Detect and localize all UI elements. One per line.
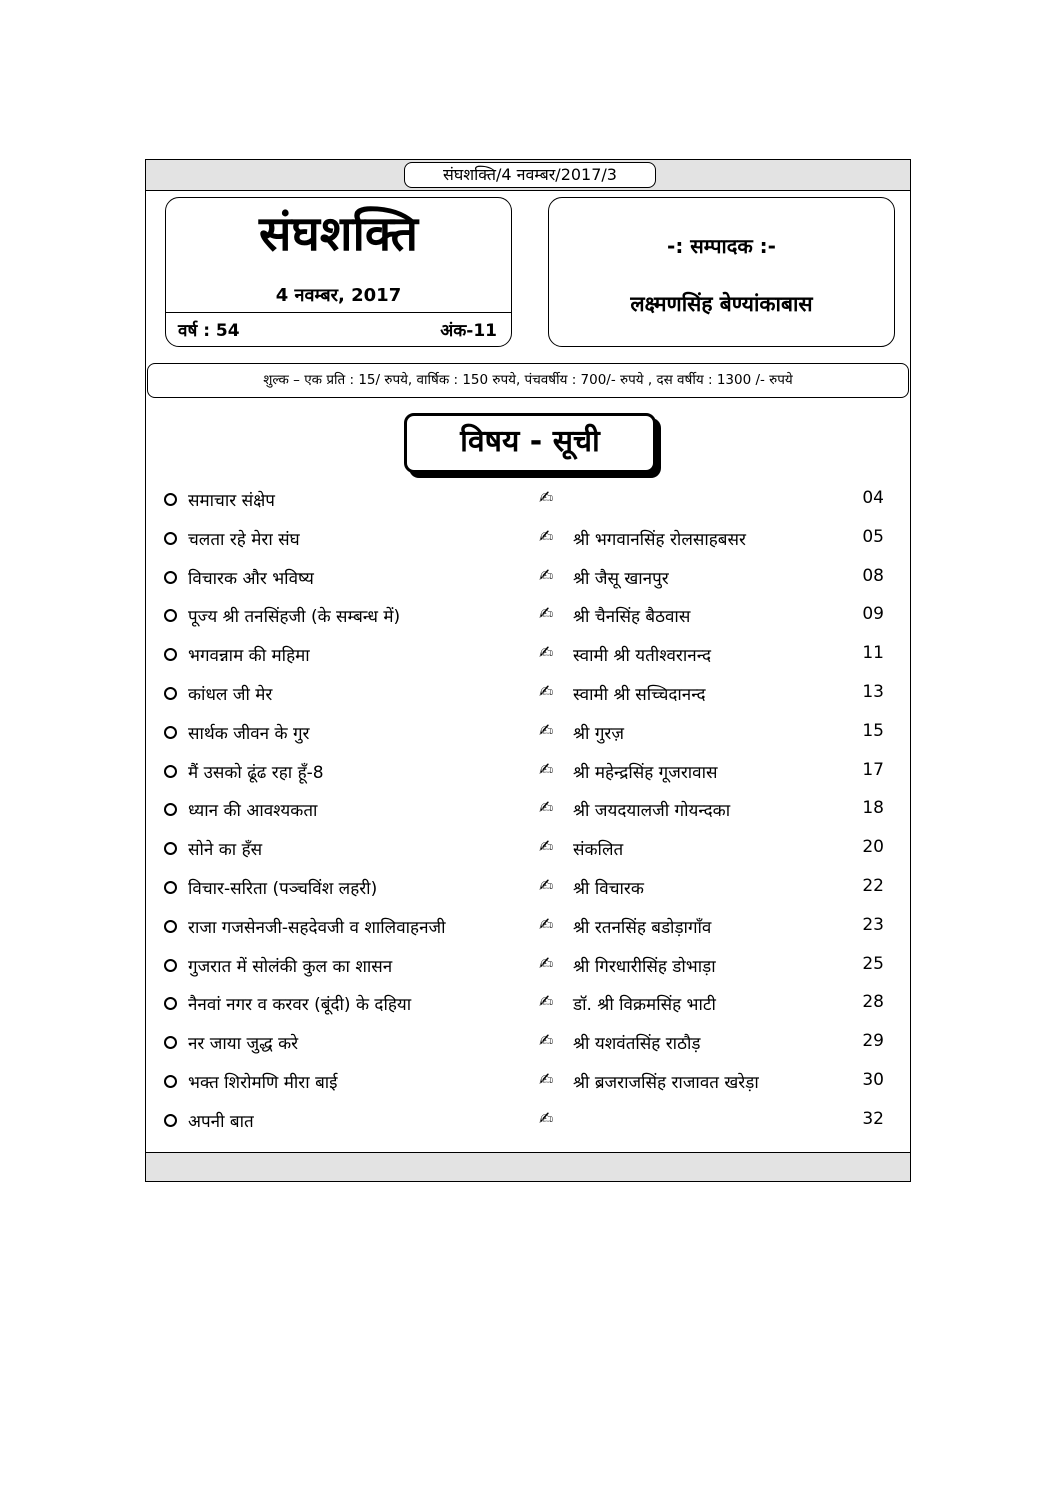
page-frame — [145, 159, 911, 1182]
editor-box — [548, 197, 895, 347]
bullet-circle-icon — [164, 609, 177, 622]
bullet-circle-icon — [164, 997, 177, 1010]
pen-icon: ✍ — [539, 681, 554, 702]
toc-item-title: अपनी बात — [188, 1111, 254, 1132]
pen-icon: ✍ — [539, 1108, 554, 1129]
volume-year: वर्ष : 54 — [178, 321, 240, 341]
bullet-circle-icon — [164, 532, 177, 545]
toc-item — [146, 488, 910, 527]
bullet-circle-icon — [164, 493, 177, 506]
toc-item-page: 11 — [862, 643, 884, 664]
toc-item-author: श्री गिरधारीसिंह डोभाड़ा — [573, 956, 716, 977]
toc-item-page: 13 — [862, 681, 884, 702]
toc-item-title: पूज्य श्री तनसिंहजी (के सम्बन्ध में) — [188, 607, 401, 628]
toc-item-page: 30 — [862, 1069, 884, 1090]
toc-item-author: स्वामी श्री सच्चिदानन्द — [573, 684, 706, 705]
toc-item-title: भक्त शिरोमणि मीरा बाई — [188, 1072, 338, 1093]
toc-item — [146, 876, 910, 915]
bullet-circle-icon — [164, 1075, 177, 1088]
toc-item-author: श्री जैसू खानपुर — [573, 568, 669, 589]
bullet-circle-icon — [164, 959, 177, 972]
toc-item-title: गुजरात में सोलंकी कुल का शासन — [188, 956, 393, 977]
issue-number: अंक-11 — [440, 321, 497, 341]
bullet-circle-icon — [164, 765, 177, 778]
toc-item — [146, 954, 910, 993]
toc-item — [146, 604, 910, 643]
toc-item-author: संकलित — [573, 840, 624, 861]
bullet-circle-icon — [164, 648, 177, 661]
toc-item-page: 20 — [862, 837, 884, 858]
toc-item — [146, 643, 910, 682]
bullet-circle-icon — [164, 803, 177, 816]
toc-item-page: 08 — [862, 565, 884, 586]
toc-item — [146, 1031, 910, 1070]
pen-icon: ✍ — [539, 992, 554, 1013]
bullet-circle-icon — [164, 571, 177, 584]
toc-item-page: 23 — [862, 914, 884, 935]
toc-item-title: कांधल जी मेर — [188, 684, 273, 705]
toc-item-page: 29 — [862, 1031, 884, 1052]
pen-icon: ✍ — [539, 1031, 554, 1052]
toc-item-author: श्री भगवानसिंह रोलसाहबसर — [573, 529, 746, 550]
pen-icon: ✍ — [539, 759, 554, 780]
toc-item — [146, 721, 910, 760]
masthead-box — [165, 197, 512, 347]
toc-heading: विषय - सूची — [404, 413, 656, 473]
divider — [166, 312, 511, 313]
toc-item — [146, 566, 910, 605]
toc-item — [146, 837, 910, 876]
toc-item-author: श्री ब्रजराजसिंह राजावत खरेड़ा — [573, 1072, 759, 1093]
footer-bar — [146, 1152, 910, 1181]
bullet-circle-icon — [164, 726, 177, 739]
toc-item-author: श्री जयदयालजी गोयन्दका — [573, 801, 731, 822]
toc-item-title: भगवन्नाम की महिमा — [188, 646, 310, 667]
toc-item-author: श्री यशवंतसिंह राठौड़ — [573, 1034, 701, 1055]
pen-icon: ✍ — [539, 604, 554, 625]
toc-item-title: विचारक और भविष्य — [188, 568, 314, 589]
toc-item-title: राजा गजसेनजी-सहदेवजी व शालिवाहनजी — [188, 917, 446, 938]
issue-date: 4 नवम्बर, 2017 — [275, 285, 402, 306]
pen-icon: ✍ — [539, 875, 554, 896]
header-bar — [146, 160, 910, 191]
pen-icon: ✍ — [539, 837, 554, 858]
toc-item-title: सोने का हँस — [188, 840, 263, 861]
toc-item-title: चलता रहे मेरा संघ — [188, 529, 300, 550]
subscription-fees: शुल्क – एक प्रति : 15/ रुपये, वार्षिक : 150 रुपये, पंचवर्षीय : 700/- रुपये , दस वर्षीय : 1300 /- रुपये — [147, 363, 909, 398]
toc-item-page: 22 — [862, 875, 884, 896]
pen-icon: ✍ — [539, 643, 554, 664]
toc-item-author: डॉ. श्री विक्रमसिंह भाटी — [573, 995, 716, 1016]
toc-item-page: 28 — [862, 992, 884, 1013]
magazine-title: संघशक्ति — [259, 206, 418, 262]
pen-icon: ✍ — [539, 720, 554, 741]
bullet-circle-icon — [164, 1036, 177, 1049]
editor-label: -: सम्पादक :- — [667, 234, 776, 258]
toc-item-page: 15 — [862, 720, 884, 741]
toc-item — [146, 527, 910, 566]
toc-item — [146, 915, 910, 954]
bullet-circle-icon — [164, 1114, 177, 1127]
toc-item-title: नर जाया जुद्ध करे — [188, 1034, 299, 1055]
toc-item-title: सार्थक जीवन के गुर — [188, 723, 310, 744]
toc-item-page: 18 — [862, 798, 884, 819]
bullet-circle-icon — [164, 687, 177, 700]
pen-icon: ✍ — [539, 565, 554, 586]
toc-item-title: विचार-सरिता (पञ्चविंश लहरी) — [188, 878, 378, 899]
pen-icon: ✍ — [539, 914, 554, 935]
toc-list — [146, 488, 910, 1148]
issue-tag: संघशक्ति/4 नवम्बर/2017/3 — [404, 162, 656, 188]
pen-icon: ✍ — [539, 953, 554, 974]
toc-item-page: 25 — [862, 953, 884, 974]
toc-item-author: श्री चैनसिंह बैठवास — [573, 607, 691, 628]
toc-item-author: श्री गुरज़ — [573, 723, 624, 744]
toc-item-author: स्वामी श्री यतीश्वरानन्द — [573, 646, 711, 667]
pen-icon: ✍ — [539, 1069, 554, 1090]
toc-item-title: ध्यान की आवश्यकता — [188, 801, 318, 822]
toc-item — [146, 682, 910, 721]
toc-item-page: 09 — [862, 604, 884, 625]
toc-item — [146, 760, 910, 799]
toc-item-author: श्री रतनसिंह बडोड़ागाँव — [573, 917, 712, 938]
toc-item — [146, 1109, 910, 1148]
bullet-circle-icon — [164, 842, 177, 855]
bullet-circle-icon — [164, 881, 177, 894]
toc-item — [146, 798, 910, 837]
toc-item-page: 04 — [862, 488, 884, 508]
pen-icon: ✍ — [539, 798, 554, 819]
toc-item-page: 17 — [862, 759, 884, 780]
editor-name: लक्ष्मणसिंह बेण्यांकाबास — [630, 292, 813, 316]
toc-item-author: श्री महेन्द्रसिंह गूजरावास — [573, 762, 718, 783]
toc-item-page: 32 — [862, 1108, 884, 1129]
toc-item-title: समाचार संक्षेप — [188, 491, 275, 511]
toc-item — [146, 992, 910, 1031]
pen-icon: ✍ — [539, 488, 554, 508]
toc-item-title: नैनवां नगर व करवर (बूंदी) के दहिया — [188, 995, 412, 1016]
pen-icon: ✍ — [539, 526, 554, 547]
toc-item-author: श्री विचारक — [573, 878, 644, 899]
toc-item — [146, 1070, 910, 1109]
bullet-circle-icon — [164, 920, 177, 933]
toc-item-title: मैं उसको ढूंढ रहा हूँ-8 — [188, 762, 324, 783]
toc-item-page: 05 — [862, 526, 884, 547]
